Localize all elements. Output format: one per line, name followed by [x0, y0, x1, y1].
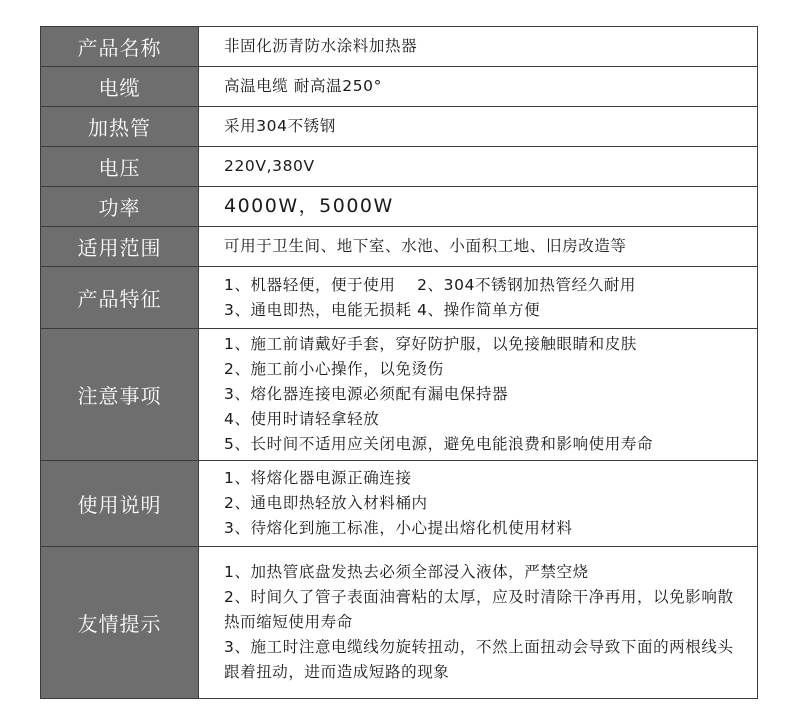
spec-row-precautions [41, 329, 758, 461]
row-value [199, 67, 758, 107]
row-value-line: 2、施工前小心操作，以免烫伤 [224, 360, 444, 378]
row-label: 产品名称 [41, 27, 199, 67]
row-label: 功率 [41, 187, 199, 227]
spec-row-tips [41, 547, 758, 699]
row-label: 电压 [41, 147, 199, 187]
row-value-line: 1、加热管底盘发热去必须全部浸入液体，严禁空烧 [224, 563, 589, 581]
row-value-line: 采用304不锈钢 [224, 117, 336, 135]
row-value-line: 2、通电即热轻放入材料桶内 [224, 494, 428, 512]
row-value-line: 220V,380V [224, 157, 315, 175]
spec-row-cable [41, 67, 758, 107]
row-label: 产品特征 [41, 267, 199, 329]
spec-row-product-name [41, 27, 758, 67]
row-value-line: 1、机器轻便，便于使用 2、304不锈钢加热管经久耐用 [224, 275, 637, 294]
row-value-line: 3、待熔化到施工标准，小心提出熔化机使用材料 [224, 519, 573, 537]
row-value [199, 147, 758, 187]
row-value-line: 3、通电即热，电能无损耗 4、操作简单方便 [224, 300, 541, 319]
row-value-line: 4、使用时请轻拿轻放 [224, 410, 380, 428]
spec-row-instructions [41, 461, 758, 547]
row-value-line: 5、长时间不适用应关闭电源，避免电能浪费和影响使用寿命 [224, 435, 654, 453]
row-value-line: 2、时间久了管子表面油膏粘的太厚，应及时清除干净再用，以免影响散热而缩短使用寿命 [224, 588, 734, 631]
row-value [199, 27, 758, 67]
spec-row-power [41, 187, 758, 227]
row-value [199, 461, 758, 547]
row-value [199, 547, 758, 699]
row-value [199, 107, 758, 147]
row-label: 注意事项 [41, 329, 199, 461]
row-value-line: 3、熔化器连接电源必须配有漏电保持器 [224, 385, 509, 403]
row-value-line: 1、施工前请戴好手套，穿好防护服，以免接触眼睛和皮肤 [224, 335, 637, 353]
row-value-line: 非固化沥青防水涂料加热器 [224, 37, 418, 55]
row-value [199, 267, 758, 329]
row-value [199, 227, 758, 267]
row-label: 友情提示 [41, 547, 199, 699]
row-value-line: 4000W，5000W [224, 195, 394, 217]
row-label: 使用说明 [41, 461, 199, 547]
spec-row-application-scope [41, 227, 758, 267]
spec-row-features [41, 267, 758, 329]
spec-row-voltage [41, 147, 758, 187]
row-value-line: 可用于卫生间、地下室、水池、小面积工地、旧房改造等 [224, 237, 627, 255]
row-label: 电缆 [41, 67, 199, 107]
product-spec-table [40, 26, 758, 699]
row-value [199, 329, 758, 461]
row-label: 适用范围 [41, 227, 199, 267]
row-value-line: 高温电缆 耐高温250° [224, 77, 382, 95]
spec-row-heating-tube [41, 107, 758, 147]
row-value-line: 1、将熔化器电源正确连接 [224, 469, 412, 487]
row-value [199, 187, 758, 227]
row-value-line: 3、施工时注意电缆线勿旋转扭动，不然上面扭动会导致下面的两根线头跟着扭动，进而造成短路的现象 [224, 638, 734, 681]
row-label: 加热管 [41, 107, 199, 147]
